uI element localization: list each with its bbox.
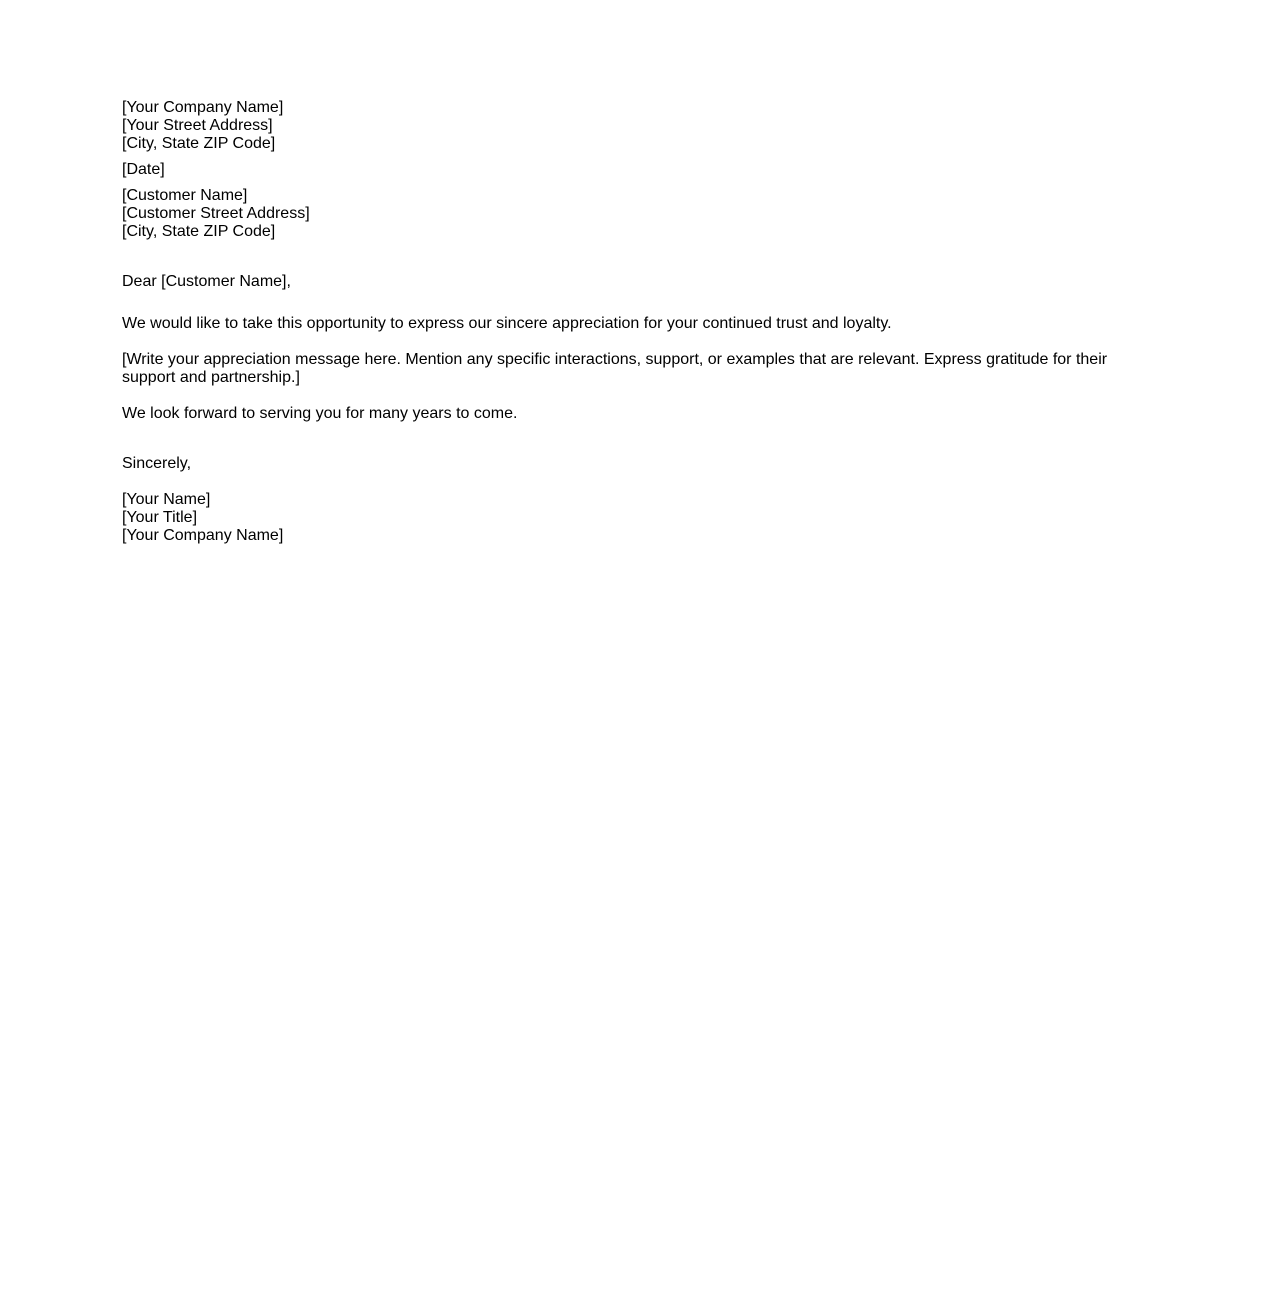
body-paragraph-1: We would like to take this opportunity to express our sincere appreciation for your continued trust and loyalty. xyxy=(122,315,892,332)
closing: Sincerely, xyxy=(122,455,192,472)
signature-title: [Your Title] xyxy=(122,509,198,526)
signature-name: [Your Name] xyxy=(122,491,211,508)
recipient-city-state-zip: [City, State ZIP Code] xyxy=(122,223,276,240)
signature-block xyxy=(122,491,1132,545)
body-paragraph-2: [Write your appreciation message here. Mention any specific interactions, support, or examples that are relevant. Express gratitude for their support and partnership.] xyxy=(122,351,1108,386)
recipient-street-address: [Customer Street Address] xyxy=(122,205,310,222)
body-paragraph-3: We look forward to serving you for many years to come. xyxy=(122,405,518,422)
letter xyxy=(122,99,1132,545)
sender-street-address: [Your Street Address] xyxy=(122,117,273,134)
letter-date xyxy=(122,161,1132,179)
salutation: Dear [Customer Name], xyxy=(122,273,291,290)
date-text: [Date] xyxy=(122,161,165,178)
sender-city-state-zip: [City, State ZIP Code] xyxy=(122,135,276,152)
signature-company: [Your Company Name] xyxy=(122,527,284,544)
recipient-name: [Customer Name] xyxy=(122,187,248,204)
sender-address-block xyxy=(122,99,1132,153)
recipient-address-block xyxy=(122,187,1132,241)
sender-company-name: [Your Company Name] xyxy=(122,99,284,116)
